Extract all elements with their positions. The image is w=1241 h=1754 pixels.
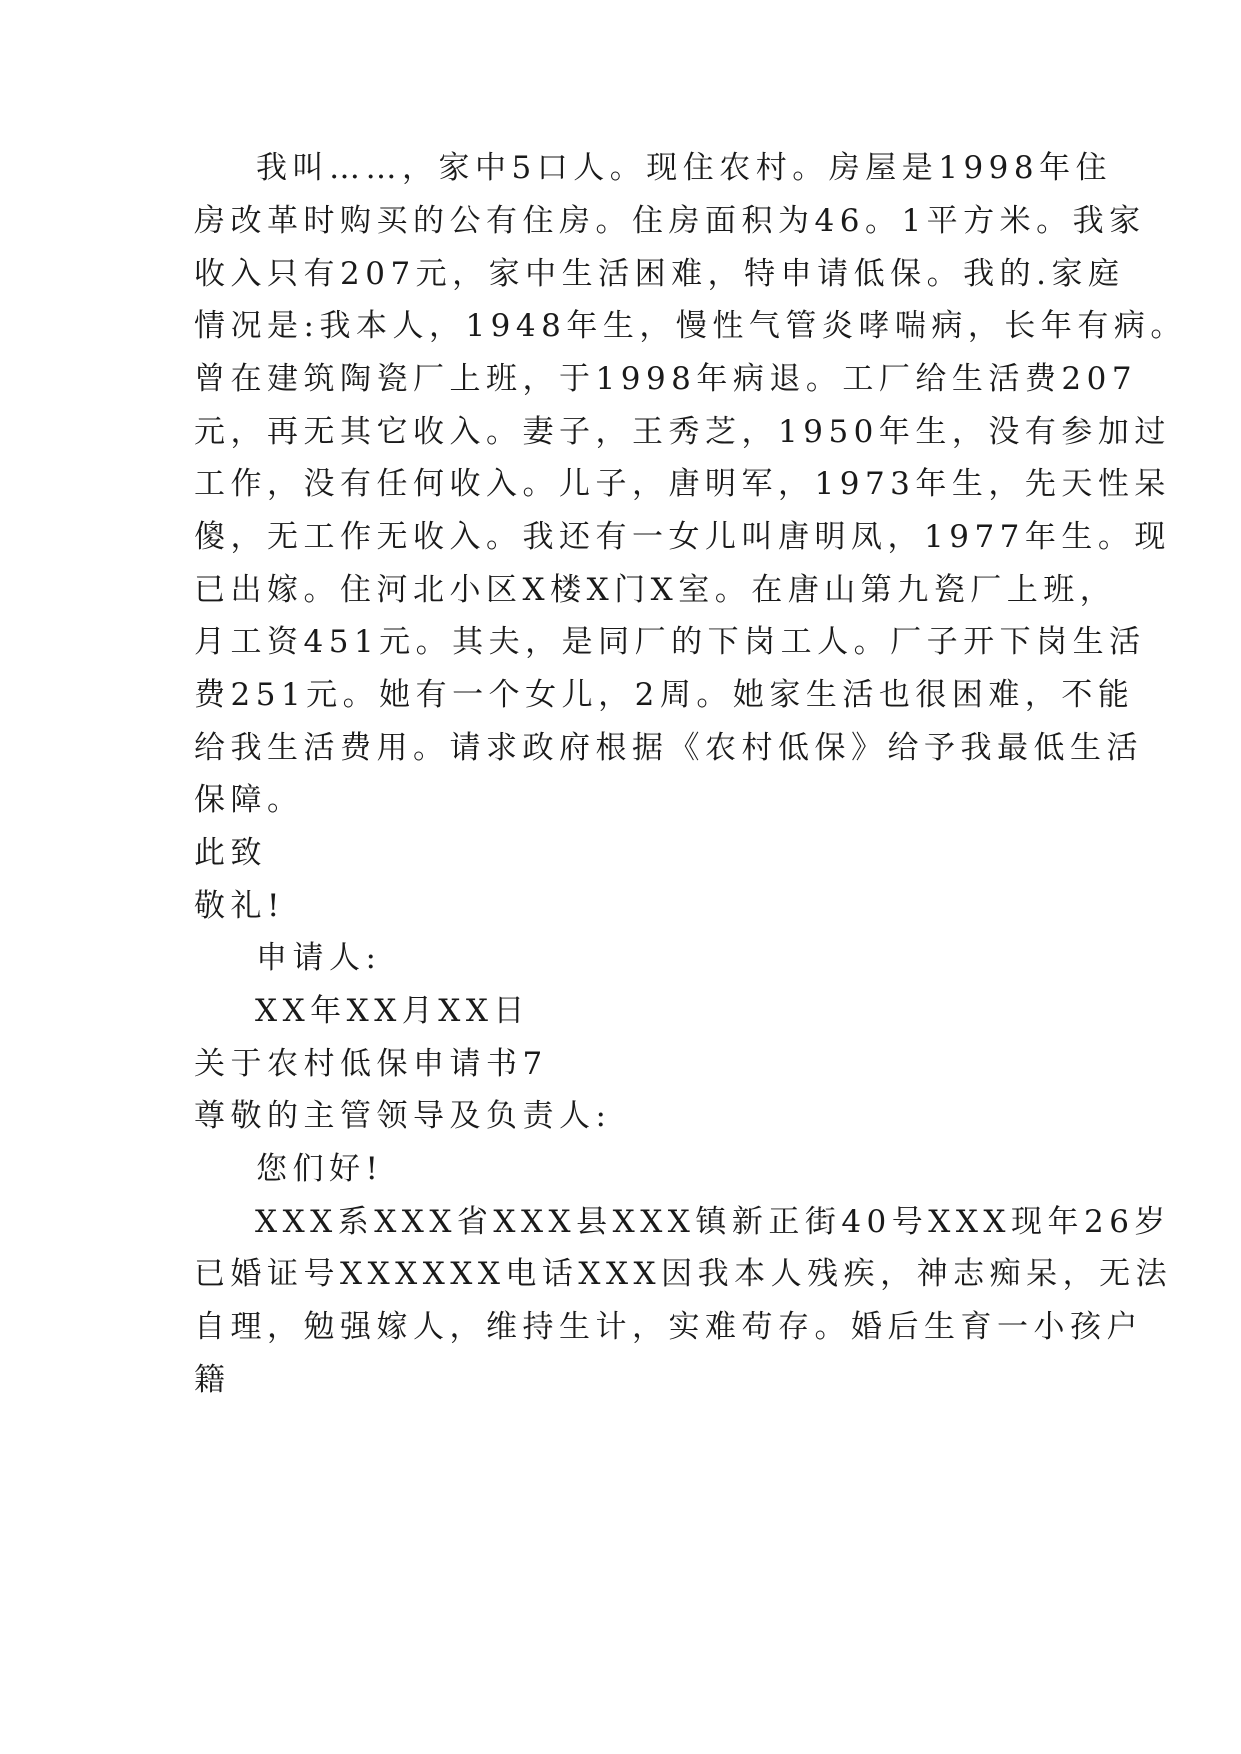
closing-line: 敬礼! bbox=[194, 888, 285, 924]
body-line: 工作，没有任何收入。儿子，唐明军，1973年生，先天性呆 bbox=[194, 466, 1171, 502]
body-line: 已婚证号XXXXXX电话XXX因我本人残疾，神志痴呆，无法 bbox=[194, 1256, 1173, 1292]
body-line: 元，再无其它收入。妻子，王秀芝，1950年生，没有参加过 bbox=[194, 414, 1171, 450]
body-line: 房改革时购买的公有住房。住房面积为46。1平方米。我家 bbox=[194, 203, 1146, 239]
letter-date: XX年XX月XX日 bbox=[255, 993, 530, 1029]
body-line: 保障。 bbox=[194, 782, 304, 818]
body-line: 给我生活费用。请求政府根据《农村低保》给予我最低生活 bbox=[194, 730, 1143, 766]
body-line: 曾在建筑陶瓷厂上班，于1998年病退。工厂给生活费207 bbox=[194, 361, 1138, 397]
applicant-label: 申请人: bbox=[256, 940, 382, 976]
body-line: 傻，无工作无收入。我还有一女儿叫唐明凤，1977年生。现 bbox=[194, 519, 1171, 555]
body-line: 收入只有207元，家中生活困难，特申请低保。我的.家庭 bbox=[194, 256, 1125, 292]
body-line: 自理，勉强嫁人，维持生计，实难苟存。婚后生育一小孩户 bbox=[194, 1309, 1143, 1345]
body-line: XXX系XXX省XXX县XXX镇新正街40号XXX现年26岁 bbox=[255, 1204, 1171, 1240]
body-line: 我叫……，家中5口人。现住农村。房屋是1998年住 bbox=[256, 150, 1113, 186]
body-line: 月工资451元。其夫，是同厂的下岗工人。厂子开下岗生活 bbox=[194, 624, 1146, 660]
body-line: 已出嫁。住河北小区X楼X门X室。在唐山第九瓷厂上班， bbox=[194, 572, 1117, 608]
body-line: 情况是:我本人，1948年生，慢性气管炎哮喘病，长年有病。 bbox=[194, 308, 1187, 344]
greeting: 您们好! bbox=[256, 1151, 384, 1187]
section-title: 关于农村低保申请书7 bbox=[194, 1046, 548, 1082]
closing-line: 此致 bbox=[194, 835, 267, 871]
body-line: 费251元。她有一个女儿，2周。她家生活也很困难，不能 bbox=[194, 677, 1135, 713]
salutation: 尊敬的主管领导及负责人: bbox=[194, 1098, 612, 1134]
body-line: 籍 bbox=[194, 1362, 231, 1398]
